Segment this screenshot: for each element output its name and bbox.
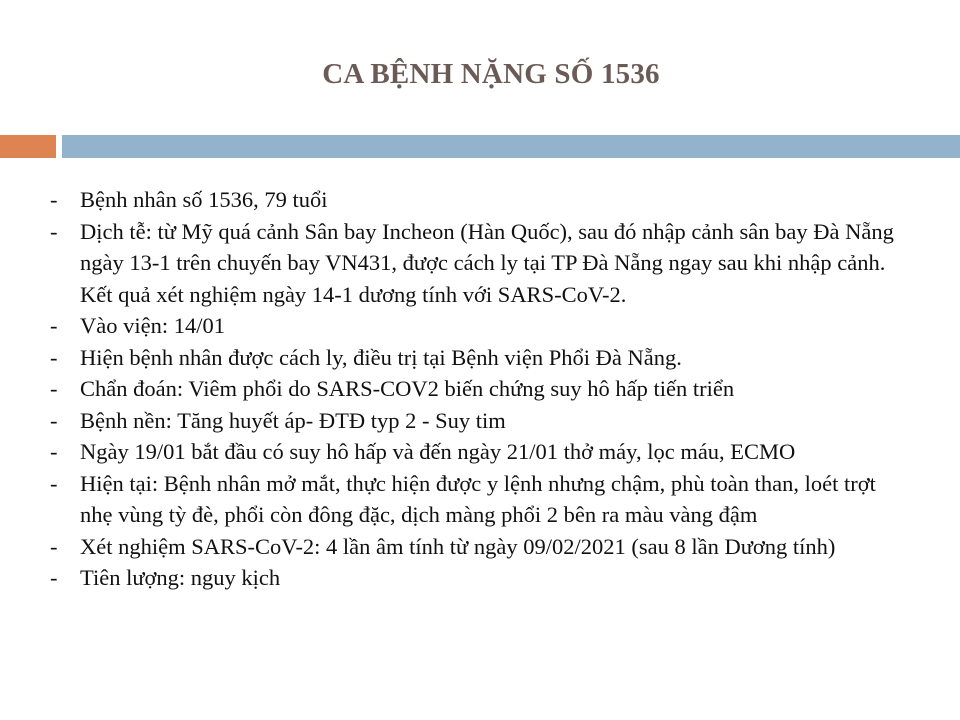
- list-item: [50, 216, 900, 311]
- list-item: [50, 342, 900, 374]
- list-item-text: Tiên lượng: nguy kịch: [80, 565, 281, 590]
- bullet-dash: -: [50, 344, 58, 370]
- list-item-text: Bệnh nền: Tăng huyết áp- ĐTĐ typ 2 - Suy tim: [80, 407, 506, 433]
- list-item: [50, 436, 900, 468]
- list-item-text: Bệnh nhân số 1536, 79 tuổi: [80, 187, 328, 212]
- accent-bar-orange: [0, 135, 56, 158]
- bullet-dash: -: [50, 407, 58, 433]
- list-item-text: Xét nghiệm SARS-CoV-2: 4 lần âm tính từ ngày 09/02/2021 (sau 8 lần Dương tính): [80, 533, 836, 559]
- list-item: [50, 405, 900, 437]
- list-item: [50, 562, 900, 594]
- list-item: [50, 373, 900, 405]
- list-item-text: Chẩn đoán: Viêm phổi do SARS-COV2 biến chứng suy hô hấp tiến triển: [80, 376, 735, 401]
- bullet-dash: -: [50, 218, 58, 244]
- list-item-text: Dịch tễ: từ Mỹ quá cảnh Sân bay Incheon (Hàn Quốc), sau đó nhập cảnh sân bay Đà Nẵng ngày 13-1 trên chuyến bay VN431, được cách ly tại TP Đà Nẵng ngay sau khi nhập cảnh. Kết quả xét nghiệm ngày 14-1 dương tính với SARS-CoV-2.: [80, 218, 894, 307]
- bullet-dash: -: [50, 439, 58, 464]
- list-item: [50, 468, 900, 531]
- bullet-dash: -: [50, 313, 58, 338]
- bullet-dash: -: [50, 187, 58, 212]
- bullet-dash: -: [50, 376, 58, 401]
- bullet-list: [50, 184, 900, 594]
- list-item-text: Hiện bệnh nhân được cách ly, điều trị tại Bệnh viện Phổi Đà Nẵng.: [80, 344, 682, 370]
- bullet-dash: -: [50, 533, 58, 559]
- list-item: [50, 531, 900, 563]
- list-item-text: Ngày 19/01 bắt đầu có suy hô hấp và đến ngày 21/01 thở máy, lọc máu, ECMO: [80, 439, 796, 464]
- list-item: [50, 184, 900, 216]
- bullet-dash: -: [50, 470, 58, 496]
- list-item-text: Vào viện: 14/01: [80, 313, 225, 338]
- accent-bar-blue: [62, 135, 960, 158]
- list-item-text: Hiện tại: Bệnh nhân mở mắt, thực hiện được y lệnh nhưng chậm, phù toàn than, loét trợt nhẹ vùng tỳ đè, phổi còn đông đặc, dịch màng phổi 2 bên ra màu vàng đậm: [80, 470, 876, 527]
- slide-title: CA BỆNH NẶNG SỐ 1536: [322, 58, 660, 90]
- bullet-dash: -: [50, 565, 58, 590]
- list-item: [50, 310, 900, 342]
